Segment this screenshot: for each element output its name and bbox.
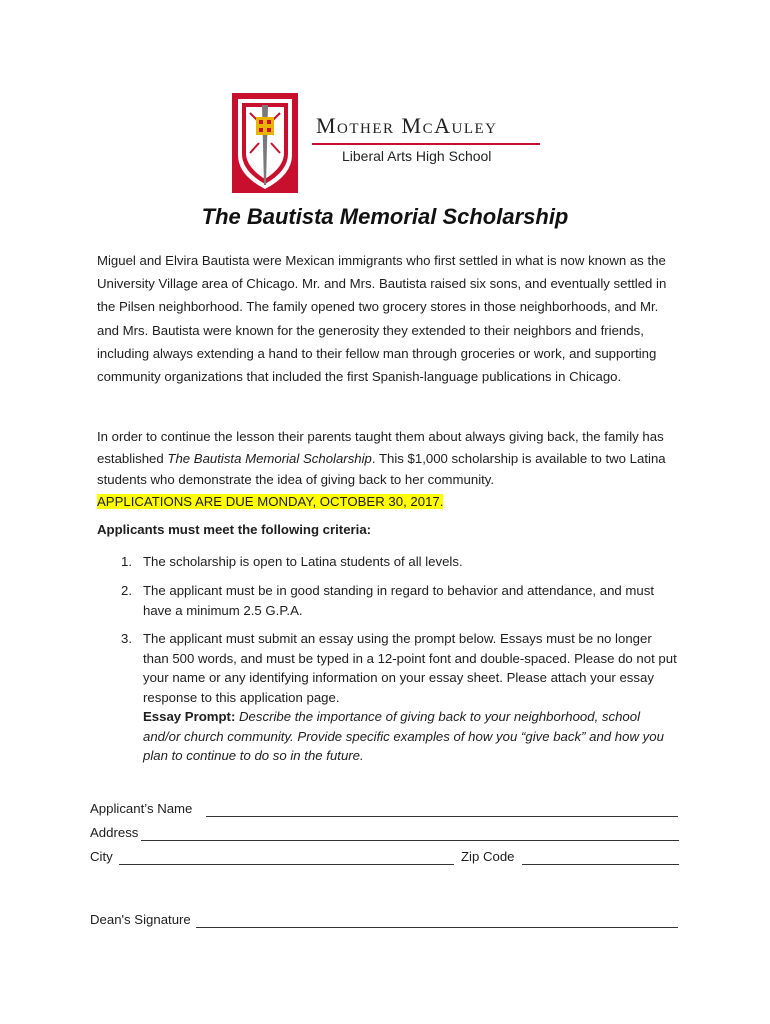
deans-signature-field[interactable] [196,927,678,928]
zip-code-field[interactable] [522,864,679,865]
city-field[interactable] [119,864,454,865]
criteria-heading: Applicants must meet the following criteria: [97,522,372,537]
criteria-item [121,552,681,572]
item-text: The applicant must be in good standing in regard to behavior and attendance, and must have a minimum 2.5 G.P.A. [143,583,654,618]
applicant-name-label: Applicant’s Name [90,801,193,816]
essay-prompt-text: Describe the importance of giving back to your neighborhood, school and/or church community. Provide specific examples of how you “give back” and how you plan to continue to do so in the future. [143,709,664,763]
intro-paragraph: Miguel and Elvira Bautista were Mexican immigrants who first settled in what is now known as the University Village area of Chicago. Mr. and Mrs. Bautista raised six sons, and eventually settled in the Pilsen neighborhood. The family opened two grocery stores in those neighborhoods, and Mr. and Mrs. Bautista were known for the generosity they extended to their neighbors and friends, including always extending a hand to their fellow man through groceries or work, and supporting community organizations that included the first Spanish-language publications in Chicago. [97,253,667,385]
item-number: 3. [121,631,132,646]
school-subtitle: Liberal Arts High School [342,148,492,164]
item-number: 2. [121,583,132,598]
zip-code-label: Zip Code [461,849,515,864]
scholarship-paragraph [97,426,677,512]
criteria-item [121,581,681,620]
paragraph-text: In order to continue the lesson their parents taught them about always giving back, the family has established [97,429,664,466]
document-title: The Bautista Memorial Scholarship [201,204,569,229]
essay-prompt-label: Essay Prompt: [143,709,236,724]
address-label: Address [90,825,139,840]
address-field[interactable] [141,840,679,841]
paragraph-text: . This $1,000 scholarship is available to two Latina students who demonstrate the idea of giving back to her community. [97,450,666,487]
criteria-item [121,629,681,766]
deans-signature-label: Dean's Signature [90,912,191,927]
item-number: 1. [121,554,132,569]
header-rule [312,143,540,145]
applicant-name-field[interactable] [206,816,678,817]
item-text [143,629,681,766]
city-label: City [90,849,113,864]
school-crest-icon [232,93,298,193]
item-text-body: The applicant must submit an essay using the prompt below. Essays must be no longer than 500 words, and must be typed in a 12-point font and double-spaced. Please do not put your name or any identifying information on your essay sheet. Please attach your essay response to this application page. [143,631,677,705]
deadline-highlight: APPLICATIONS ARE DUE MONDAY, OCTOBER 30, 2017. [97,493,444,509]
item-text: The scholarship is open to Latina students of all levels. [143,554,463,569]
school-name: Mother McAuley [316,113,498,138]
scholarship-name: The Bautista Memorial Scholarship [167,450,372,466]
